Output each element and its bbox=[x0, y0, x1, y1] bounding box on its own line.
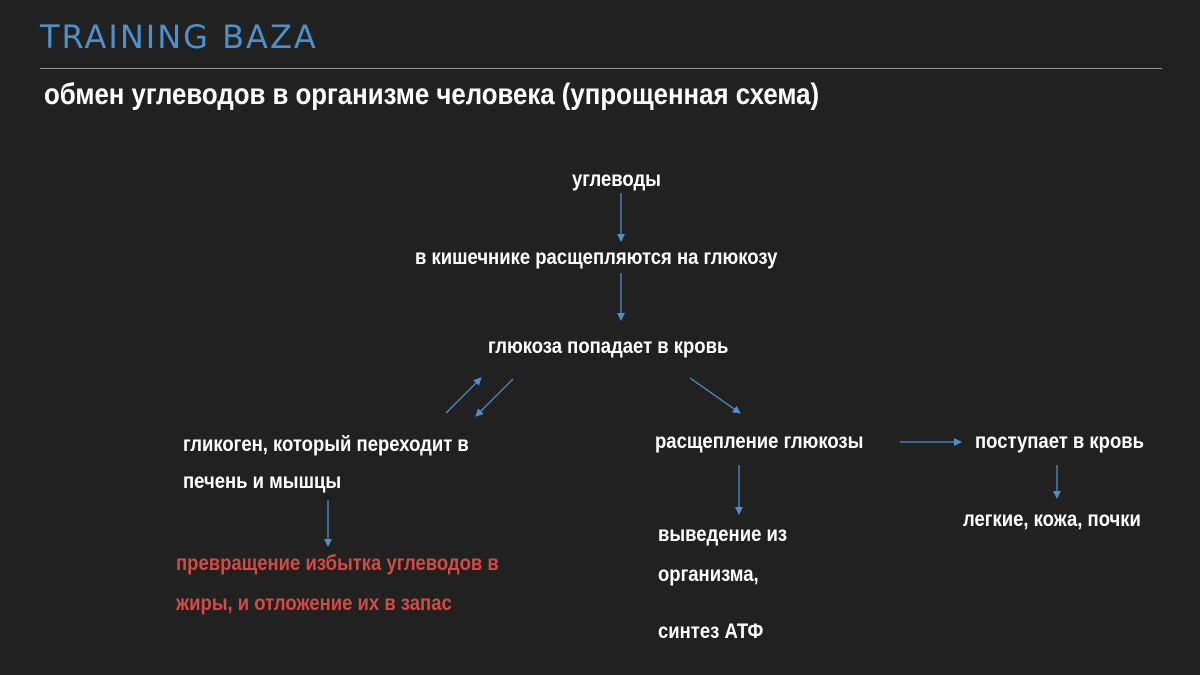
node-glycogen-line2: печень и мышцы bbox=[183, 470, 342, 493]
node-organs: легкие, кожа, почки bbox=[963, 508, 1141, 531]
node-intestine: в кишечнике расщепляются на глюкозу bbox=[415, 246, 778, 269]
node-blood: глюкоза попадает в кровь bbox=[488, 335, 729, 358]
node-to-blood: поступает в кровь bbox=[975, 430, 1144, 453]
node-fat-line2: жиры, и отложение их в запас bbox=[176, 592, 452, 615]
page-title: обмен углеводов в организме человека (упрощенная схема) bbox=[44, 78, 820, 111]
node-atp: синтез АТФ bbox=[658, 620, 764, 643]
node-breakdown: расщепление глюкозы bbox=[655, 430, 864, 453]
node-fat-line1: превращение избытка углеводов в bbox=[176, 552, 499, 575]
node-glycogen-line1: гликоген, который переходит в bbox=[183, 433, 469, 456]
arrow-glycogen-to-blood bbox=[446, 378, 481, 413]
node-excretion-line1: выведение из bbox=[658, 523, 788, 546]
node-carbs: углеводы bbox=[572, 168, 661, 191]
arrow-blood-to-breakdown bbox=[690, 378, 740, 413]
brand-logo: TRAINING BAZA bbox=[40, 18, 318, 56]
node-excretion-line2: организма, bbox=[658, 563, 759, 586]
arrow-blood-to-glycogen bbox=[476, 379, 513, 416]
